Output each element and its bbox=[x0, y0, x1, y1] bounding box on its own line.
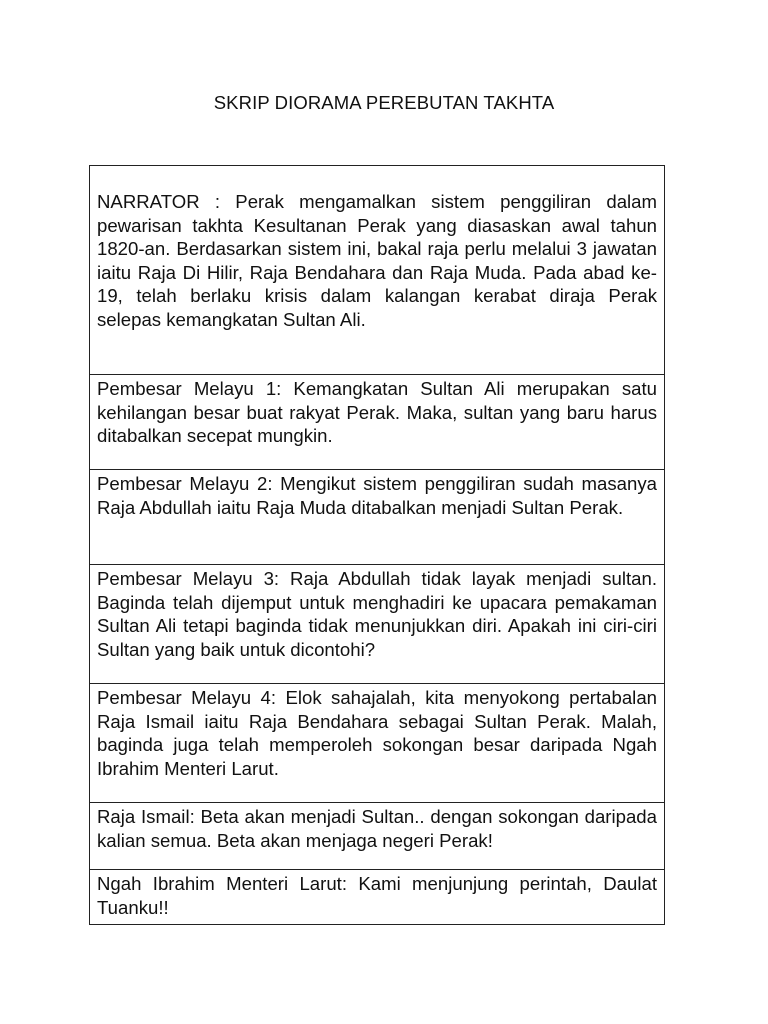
script-line-ngah-ibrahim: Ngah Ibrahim Menteri Larut: Kami menjunjung perintah, Daulat Tuanku!! bbox=[90, 870, 665, 925]
script-row-pembesar-4 bbox=[90, 684, 665, 803]
script-row-ngah-ibrahim bbox=[90, 870, 665, 925]
script-line-narrator: NARRATOR : Perak mengamalkan sistem penggiliran dalam pewarisan takhta Kesultanan Perak yang diasaskan awal tahun 1820-an. Berdasarkan sistem ini, bakal raja perlu melalui 3 jawatan iaitu Raja Di Hilir, Raja Bendahara dan Raja Muda. Pada abad ke-19, telah berlaku krisis dalam kalangan kerabat diraja Perak selepas kemangkatan Sultan Ali. bbox=[90, 166, 665, 375]
script-line-raja-ismail: Raja Ismail: Beta akan menjadi Sultan.. dengan sokongan daripada kalian semua. Beta akan menjaga negeri Perak! bbox=[90, 803, 665, 870]
script-table bbox=[89, 165, 665, 925]
script-row-pembesar-2 bbox=[90, 470, 665, 565]
script-row-narrator bbox=[90, 166, 665, 375]
script-line-pembesar-1: Pembesar Melayu 1: Kemangkatan Sultan Ali merupakan satu kehilangan besar buat rakyat Perak. Maka, sultan yang baru harus ditabalkan secepat mungkin. bbox=[90, 375, 665, 470]
script-row-raja-ismail bbox=[90, 803, 665, 870]
script-line-pembesar-3: Pembesar Melayu 3: Raja Abdullah tidak layak menjadi sultan. Baginda telah dijemput untuk menghadiri ke upacara pemakaman Sultan Ali tetapi baginda tidak menunjukkan diri. Apakah ini ciri-ciri Sultan yang baik untuk dicontohi? bbox=[90, 565, 665, 684]
document-title: SKRIP DIORAMA PEREBUTAN TAKHTA bbox=[213, 92, 555, 113]
script-row-pembesar-3 bbox=[90, 565, 665, 684]
script-row-pembesar-1 bbox=[90, 375, 665, 470]
script-line-pembesar-2: Pembesar Melayu 2: Mengikut sistem penggiliran sudah masanya Raja Abdullah iaitu Raja Muda ditabalkan menjadi Sultan Perak. bbox=[90, 470, 665, 565]
script-line-pembesar-4: Pembesar Melayu 4: Elok sahajalah, kita menyokong pertabalan Raja Ismail iaitu Raja Bendahara sebagai Sultan Perak. Malah, baginda juga telah memperoleh sokongan besar daripada Ngah Ibrahim Menteri Larut. bbox=[90, 684, 665, 803]
